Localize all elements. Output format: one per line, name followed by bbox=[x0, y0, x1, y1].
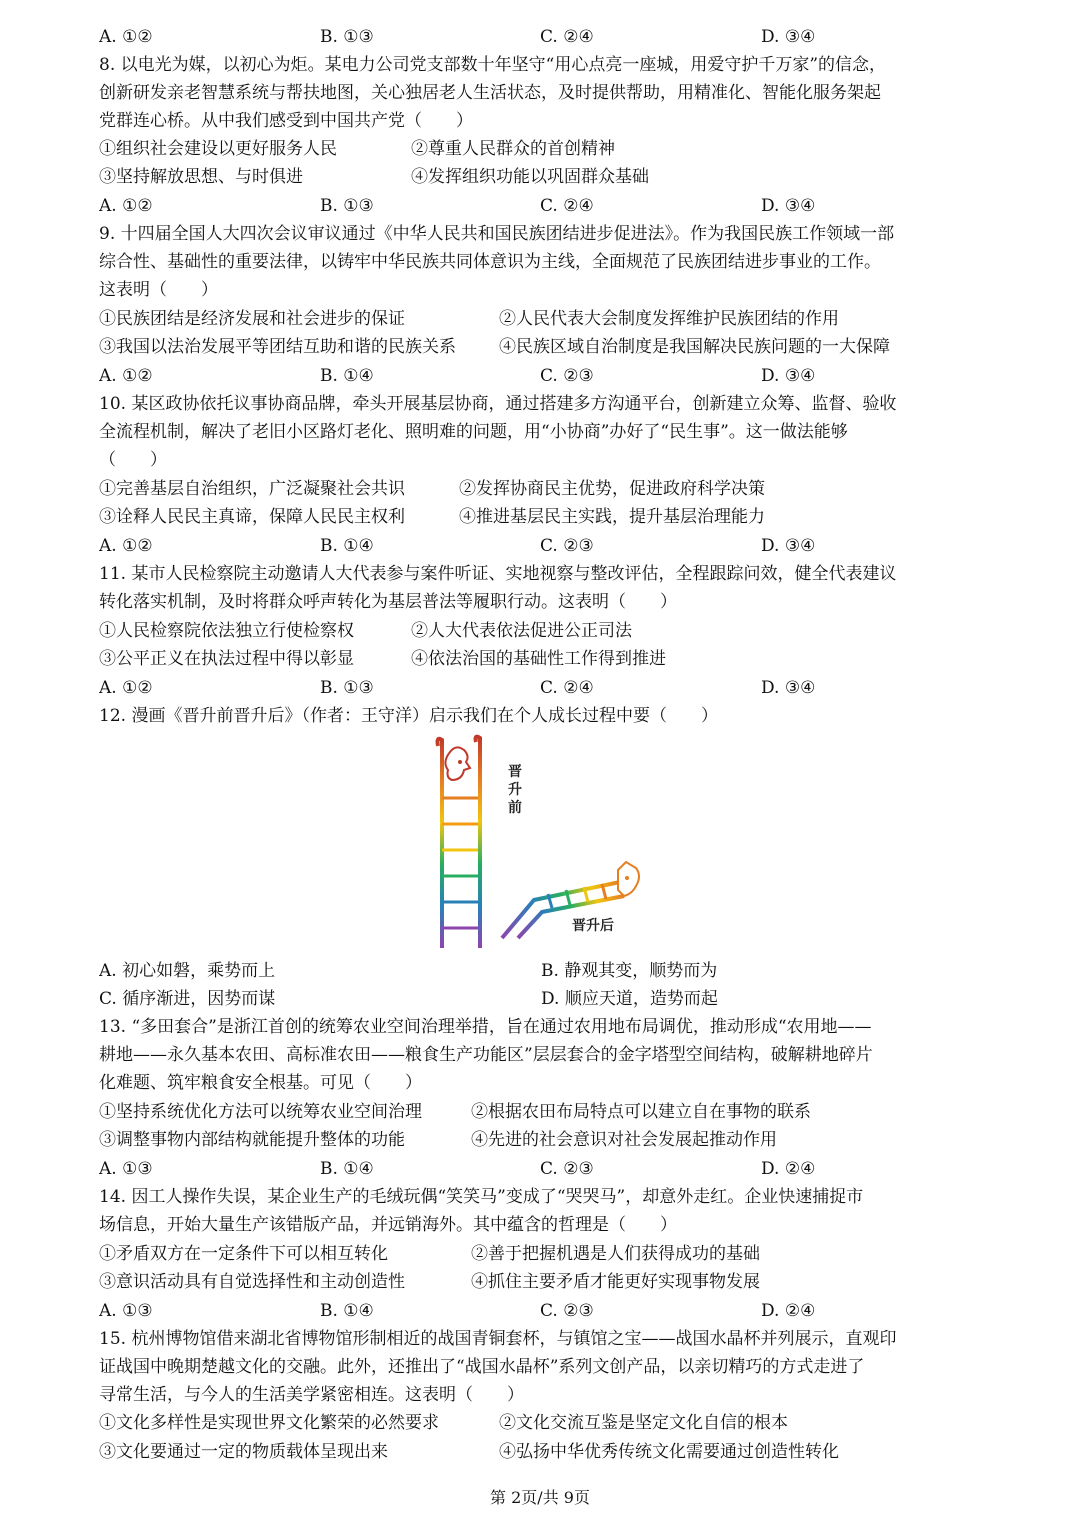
q11-option-a: A. ①② bbox=[99, 678, 153, 698]
q13-stem-line: 耕地——永久基本农田、高标准农田——粮食生产功能区”层层套合的金字塔型空间结构，破解耕地碎片 bbox=[99, 1045, 873, 1065]
q11-statement-1: ①人民检察院依法独立行使检察权 bbox=[99, 621, 354, 641]
q11-stem-line: 11. 某市人民检察院主动邀请人大代表参与案件听证、实地视察与整改评估，全程跟踪问效，健全代表建议 bbox=[99, 564, 897, 584]
q10-statement-4: ④推进基层民主实践，提升基层治理能力 bbox=[459, 507, 765, 527]
q14-option-a: A. ①③ bbox=[99, 1301, 153, 1321]
q14-options-row bbox=[99, 1297, 984, 1325]
q10-statement-2: ②发挥协商民主优势，促进政府科学决策 bbox=[459, 479, 765, 499]
q11-statements-row bbox=[99, 645, 984, 673]
q15-statement-4: ④弘扬中华优秀传统文化需要通过创造性转化 bbox=[499, 1442, 839, 1462]
q10-option-d: D. ③④ bbox=[761, 536, 816, 556]
q8-options-row bbox=[99, 192, 984, 220]
q10-statement-1: ①完善基层自治组织，广泛凝聚社会共识 bbox=[99, 479, 405, 499]
q9-statement-3: ③我国以法治发展平等团结互助和谐的民族关系 bbox=[99, 337, 456, 357]
q11-option-c: C. ②④ bbox=[540, 678, 594, 698]
q13-statement-1: ①坚持系统优化方法可以统筹农业空间治理 bbox=[99, 1102, 422, 1122]
q11-option-b: B. ①③ bbox=[320, 678, 374, 698]
q13-statement-2: ②根据农田布局特点可以建立自在事物的联系 bbox=[471, 1102, 811, 1122]
q8-statement-1: ①组织社会建设以更好服务人民 bbox=[99, 139, 337, 159]
q11-options-row bbox=[99, 674, 984, 702]
q15-statements-row bbox=[99, 1438, 984, 1466]
q14-statement-2: ②善于把握机遇是人们获得成功的基础 bbox=[471, 1244, 760, 1264]
q15-statement-3: ③文化要通过一定的物质载体呈现出来 bbox=[99, 1442, 388, 1462]
q12-option-b: B. 静观其变，顺势而为 bbox=[541, 961, 718, 981]
tall-ladder bbox=[438, 737, 481, 948]
q12-option-a: A. 初心如磐，乘势而上 bbox=[99, 961, 276, 981]
q14-statement-4: ④抓住主要矛盾才能更好实现事物发展 bbox=[471, 1272, 760, 1292]
q8-stem-line: 党群连心桥。从中我们感受到中国共产党（ ） bbox=[99, 111, 473, 131]
q10-stem-line: （ ） bbox=[99, 450, 167, 470]
q13-option-a: A. ①③ bbox=[99, 1159, 153, 1179]
q7-option-d: D. ③④ bbox=[761, 27, 816, 47]
q13-statements-row bbox=[99, 1126, 984, 1154]
q7-option-c: C. ②④ bbox=[540, 27, 594, 47]
q8-stem-line: 8. 以电光为媒，以初心为炬。某电力公司党支部数十年坚守“用心点亮一座城，用爱守护千万家”的信念， bbox=[99, 55, 887, 75]
q9-stem-line: 9. 十四届全国人大四次会议审议通过《中华人民共和国民族团结进步促进法》。作为我国民族工作领域一部 bbox=[99, 224, 895, 244]
q14-statement-1: ①矛盾双方在一定条件下可以相互转化 bbox=[99, 1244, 388, 1264]
label-after: 晋升后 bbox=[572, 918, 614, 934]
q15-stem-line: 寻常生活，与今人的生活美学紧密相连。这表明（ ） bbox=[99, 1385, 524, 1405]
q13-statements-row bbox=[99, 1098, 984, 1126]
q8-option-a: A. ①② bbox=[99, 196, 153, 216]
q12-options-row bbox=[99, 957, 984, 985]
q12-option-d: D. 顺应天道，造势而起 bbox=[541, 989, 718, 1009]
q13-options-row bbox=[99, 1155, 984, 1183]
q15-stem-line: 15. 杭州博物馆借来湖北省博物馆形制相近的战国青铜套杯，与镇馆之宝——战国水晶杯并列展示，直观印 bbox=[99, 1329, 897, 1349]
q13-stem-line: 13. “多田套合”是浙江首创的统筹农业空间治理举措，旨在通过农用地布局调优，推动形成“农用地—— bbox=[99, 1017, 872, 1037]
q9-option-d: D. ③④ bbox=[761, 366, 816, 386]
q8-statement-2: ②尊重人民群众的首创精神 bbox=[411, 139, 615, 159]
q8-statements-row bbox=[99, 163, 984, 191]
q13-stem-line: 化难题、筑牢粮食安全根基。可见（ ） bbox=[99, 1073, 422, 1093]
q11-statement-2: ②人大代表依法促进公正司法 bbox=[411, 621, 632, 641]
q9-statement-1: ①民族团结是经济发展和社会进步的保证 bbox=[99, 309, 405, 329]
q15-statement-2: ②文化交流互鉴是坚定文化自信的根本 bbox=[499, 1413, 788, 1433]
q14-statement-3: ③意识活动具有自觉选择性和主动创造性 bbox=[99, 1272, 405, 1292]
q9-statements-row bbox=[99, 305, 984, 333]
q7-option-a: A. ①② bbox=[99, 27, 153, 47]
q11-statement-3: ③公平正义在执法过程中得以彰显 bbox=[99, 649, 354, 669]
q10-option-a: A. ①② bbox=[99, 536, 153, 556]
q14-statements-row bbox=[99, 1268, 984, 1296]
label-before-char: 前 bbox=[508, 800, 522, 816]
label-before-char: 升 bbox=[508, 782, 522, 798]
q14-statements-row bbox=[99, 1240, 984, 1268]
q8-stem-line: 创新研发亲老智慧系统与帮扶地图，关心独居老人生活状态，及时提供帮助，用精准化、智能化服务架起 bbox=[99, 83, 881, 103]
q10-stem-line: 全流程机制，解决了老旧小区路灯老化、照明难的问题，用“小协商”办好了“民生事”。这一做法能够 bbox=[99, 422, 848, 442]
q11-statement-4: ④依法治国的基础性工作得到推进 bbox=[411, 649, 666, 669]
q12-options-row bbox=[99, 985, 984, 1013]
q14-option-c: C. ②③ bbox=[540, 1301, 594, 1321]
q12-stem-line: 12. 漫画《晋升前晋升后》（作者：王守洋）启示我们在个人成长过程中要（ ） bbox=[99, 706, 718, 726]
q9-option-b: B. ①④ bbox=[320, 366, 374, 386]
q13-option-b: B. ①④ bbox=[320, 1159, 374, 1179]
q9-option-a: A. ①② bbox=[99, 366, 153, 386]
q9-statement-4: ④民族区域自治制度是我国解决民族问题的一大保障 bbox=[499, 337, 890, 357]
q14-option-d: D. ②④ bbox=[761, 1301, 816, 1321]
q14-stem-line: 场信息，开始大量生产该错版产品，并远销海外。其中蕴含的哲理是（ ） bbox=[99, 1215, 677, 1235]
q15-stem-line: 证战国中晚期楚越文化的交融。此外，还推出了“战国水晶杯”系列文创产品，以亲切精巧的方式走进了 bbox=[99, 1357, 865, 1377]
q10-statements-row bbox=[99, 503, 984, 531]
q13-statement-4: ④先进的社会意识对社会发展起推动作用 bbox=[471, 1130, 777, 1150]
q10-statement-3: ③诠释人民民主真谛，保障人民民主权利 bbox=[99, 507, 405, 527]
q10-option-c: C. ②③ bbox=[540, 536, 594, 556]
q10-stem-line: 10. 某区政协依托议事协商品牌，牵头开展基层协商，通过搭建多方沟通平台，创新建立众筹、监督、验收 bbox=[99, 394, 897, 414]
q15-statements-row bbox=[99, 1409, 984, 1437]
head-before-icon bbox=[445, 747, 470, 780]
fallen-ladder bbox=[502, 862, 639, 938]
q10-option-b: B. ①④ bbox=[320, 536, 374, 556]
q11-statements-row bbox=[99, 617, 984, 645]
q9-statement-2: ②人民代表大会制度发挥维护民族团结的作用 bbox=[499, 309, 839, 329]
cartoon-svg bbox=[420, 732, 660, 956]
label-before-char: 晋 bbox=[508, 764, 522, 780]
q10-options-row bbox=[99, 532, 984, 560]
q14-option-b: B. ①④ bbox=[320, 1301, 374, 1321]
q9-options-row bbox=[99, 362, 984, 390]
q10-statements-row bbox=[99, 475, 984, 503]
q8-option-b: B. ①③ bbox=[320, 196, 374, 216]
q9-stem-line: 综合性、基础性的重要法律，以铸牢中华民族共同体意识为主线，全面规范了民族团结进步事业的工作。 bbox=[99, 252, 881, 272]
q12-option-c: C. 循序渐进，因势而谋 bbox=[99, 989, 276, 1009]
q14-stem-line: 14. 因工人操作失误，某企业生产的毛绒玩偶“笑笑马”变成了“哭哭马”，却意外走红。企业快速捕捉市 bbox=[99, 1187, 864, 1207]
q8-option-c: C. ②④ bbox=[540, 196, 594, 216]
q8-statement-3: ③坚持解放思想、与时俱进 bbox=[99, 167, 303, 187]
q9-statements-row bbox=[99, 333, 984, 361]
q9-option-c: C. ②③ bbox=[540, 366, 594, 386]
q9-stem-line: 这表明（ ） bbox=[99, 280, 218, 300]
q11-option-d: D. ③④ bbox=[761, 678, 816, 698]
q8-statements-row bbox=[99, 135, 984, 163]
q15-statement-1: ①文化多样性是实现世界文化繁荣的必然要求 bbox=[99, 1413, 439, 1433]
page-number: 第 2页/共 9页 bbox=[490, 1488, 590, 1507]
q7-option-b: B. ①③ bbox=[320, 27, 374, 47]
q11-stem-line: 转化落实机制，及时将群众呼声转化为基层普法等履职行动。这表明（ ） bbox=[99, 592, 677, 612]
q13-statement-3: ③调整事物内部结构就能提升整体的功能 bbox=[99, 1130, 405, 1150]
promotion-cartoon bbox=[420, 732, 660, 956]
q7-options-row bbox=[99, 23, 984, 51]
q13-option-d: D. ②④ bbox=[761, 1159, 816, 1179]
q13-option-c: C. ②③ bbox=[540, 1159, 594, 1179]
q8-option-d: D. ③④ bbox=[761, 196, 816, 216]
q8-statement-4: ④发挥组织功能以巩固群众基础 bbox=[411, 167, 649, 187]
